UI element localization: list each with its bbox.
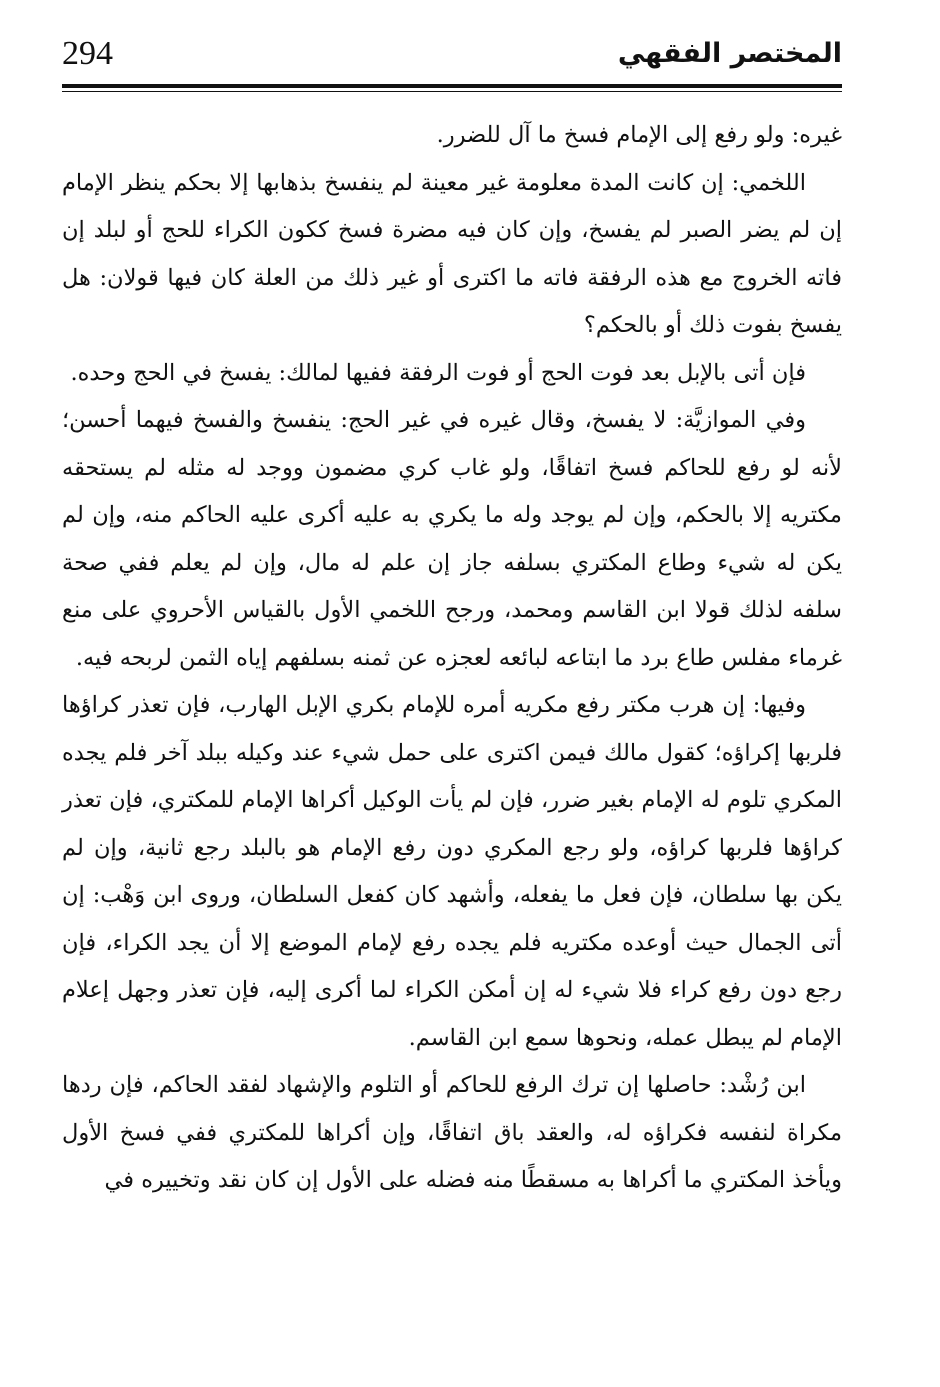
paragraph-6: ابن رُشْد: حاصلها إن ترك الرفع للحاكم أو التلوم والإشهاد لفقد الحاكم، فإن ردها مكراة لنفسه فكراؤه له، والعقد باق اتفاقًا، وإن أكراها للمكتري ففي فسخ الأول ويأخذ المكتري ما أكراها به مسقطًا منه فضله على الأول إن كان نقد وتخييره في <box>62 1072 842 1193</box>
page-header <box>62 30 842 80</box>
page-number: 294 <box>62 35 113 72</box>
header-rule-thin <box>62 91 842 92</box>
running-title: المختصر الفقهي <box>617 38 842 69</box>
paragraph-4: وفي الموازيَّة: لا يفسخ، وقال غيره في غير الحج: ينفسخ والفسخ فيهما أحسن؛ لأنه لو رفع للحاكم فسخ اتفاقًا، ولو غاب كري مضمون ووجد له مثله لم يستحقه مكتريه إلا بالحكم، وإن لم يوجد وله ما يكري به عليه أكرى عليه الحاكم منه، وإن لم يكن له شيء وطاع المكتري بسلفه جاز إن علم له مال، وإن لم يعلم ففي صحة سلفه لذلك قولا ابن القاسم ومحمد، ورجح اللخمي الأول بالقياس الأحروي على منع غرماء مفلس طاع برد ما ابتاعه لبائعه لعجزه عن ثمنه بسلفهم إياه الثمن لربحه فيه. <box>62 407 842 671</box>
paragraph-1: غيره: ولو رفع إلى الإمام فسخ ما آل للضرر. <box>436 122 842 148</box>
header-rule-thick <box>62 84 842 88</box>
body-text <box>62 112 842 1205</box>
paragraph-3: فإن أتى بالإبل بعد فوت الحج أو فوت الرفقة ففيها لمالك: يفسخ في الحج وحده. <box>70 359 806 386</box>
paragraph-2: اللخمي: إن كانت المدة معلومة غير معينة لم ينفسخ بذهابها إلا بحكم ينظر الإمام إن لم يضر الصبر لم يفسخ، وإن كان فيه مضرة فسخ ككون الكراء للحج أو لبلد إن فاته الخروج مع هذه الرفقة فاته ما اكترى أو غير ذلك من العلة كان فيها قولان: هل يفسخ بفوت ذلك أو بالحكم؟ <box>62 169 842 338</box>
paragraph-5: وفيها: إن هرب مكتر رفع مكريه أمره للإمام بكري الإبل الهارب، فإن تعذر كراؤها فلربها إكراؤه؛ كقول مالك فيمن اكترى على حمل شيء عند وكيله ببلد آخر فلم يجده المكري تلوم له الإمام بغير ضرر، فإن لم يأت الوكيل أكراها الإمام للمكتري، فإن تعذر كراؤها فلربها كراؤه، ولو رجع المكري دون رفع الإمام هو بالبلد رجع ثانية، وإن لم يكن بها سلطان، فإن فعل ما يفعله، وأشهد كان كفعل السلطان، وروى ابن وَهْب: إن أتى الجمال حيث أوعده مكتريه فلم يجده رفع لإمام الموضع إلا أن يجد الكراء، فإن رجع دون رفع كراء فلا شيء له إن أمكن الكراء لما أكرى إليه، فإن تعذر وجهل إعلام الإمام لم يبطل عمله، ونحوها سمع ابن القاسم. <box>62 692 842 1051</box>
